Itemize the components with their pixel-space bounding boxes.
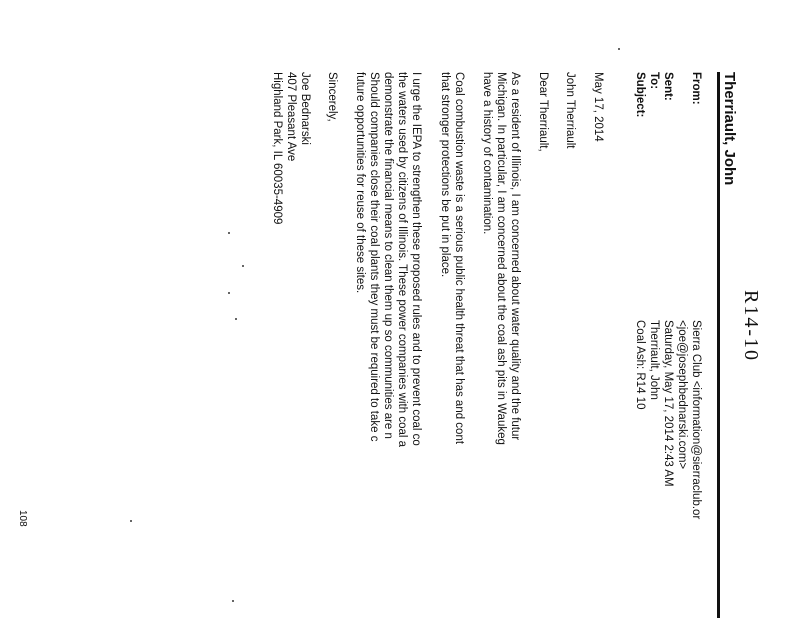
paragraph-1-line: have a history of contamination. <box>481 72 493 235</box>
to-value: Therriault, John <box>648 320 660 400</box>
from-label: From: <box>690 72 702 105</box>
paragraph-2-line: that stronger protections be put in place. <box>439 72 451 278</box>
paragraph-3-line: future opportunities for reuse of these sites. <box>354 72 366 294</box>
paragraph-1-line: As a resident of Illinois, I am concerned about water quality and the futur <box>509 72 521 441</box>
scan-speck <box>228 232 230 234</box>
scan-speck <box>618 48 620 50</box>
salutation: Dear Therriault, <box>537 72 549 152</box>
letter-date: May 17, 2014 <box>592 72 604 142</box>
paragraph-1-line: Michigan. In particular, I am concerned about the coal ash pits in Waukeg <box>495 72 507 445</box>
recipient-name: John Therriault <box>564 72 576 149</box>
sender-name: Therriault, John <box>721 72 738 186</box>
subject-value: Coal Ash: R14 10 <box>634 320 646 410</box>
signature-city: Highland Park, IL 60035-4909 <box>271 72 283 225</box>
paragraph-3-line: I urge the IEPA to strengthen these proposed rules and to prevent coal co <box>410 72 422 446</box>
from-value-email: <joe@josephbednarski.com> <box>676 320 688 470</box>
scan-speck <box>235 318 237 320</box>
closing: Sincerely, <box>326 72 338 122</box>
header-rule <box>717 72 720 618</box>
paragraph-3-line: demonstrate the financial means to clean them up so communities are n <box>382 72 394 439</box>
signature-name: Joe Bednarski <box>299 72 311 145</box>
paragraph-3-line: Should companies close their coal plants they must be required to take c <box>368 72 380 442</box>
sent-label: Sent: <box>662 72 674 101</box>
signature-street: 407 Pleasant Ave <box>285 72 297 162</box>
page-number: 108 <box>17 510 28 527</box>
scan-speck <box>130 520 132 522</box>
scan-speck <box>228 292 230 294</box>
scan-speck <box>242 265 244 267</box>
from-value: Sierra Club <information@sierraclub.or <box>690 320 702 520</box>
paragraph-2-line: Coal combustion waste is a serious public health threat that has and cont <box>453 72 465 445</box>
scan-speck <box>232 600 234 602</box>
subject-label: Subject: <box>634 72 646 118</box>
docket-stamp: R14-10 <box>740 290 762 362</box>
sent-value: Saturday, May 17, 2014 2:43 AM <box>662 320 674 487</box>
paragraph-3-line: the waters used by citizens of Illinois. These power companies with coal a <box>396 72 408 448</box>
to-label: To: <box>648 72 660 90</box>
